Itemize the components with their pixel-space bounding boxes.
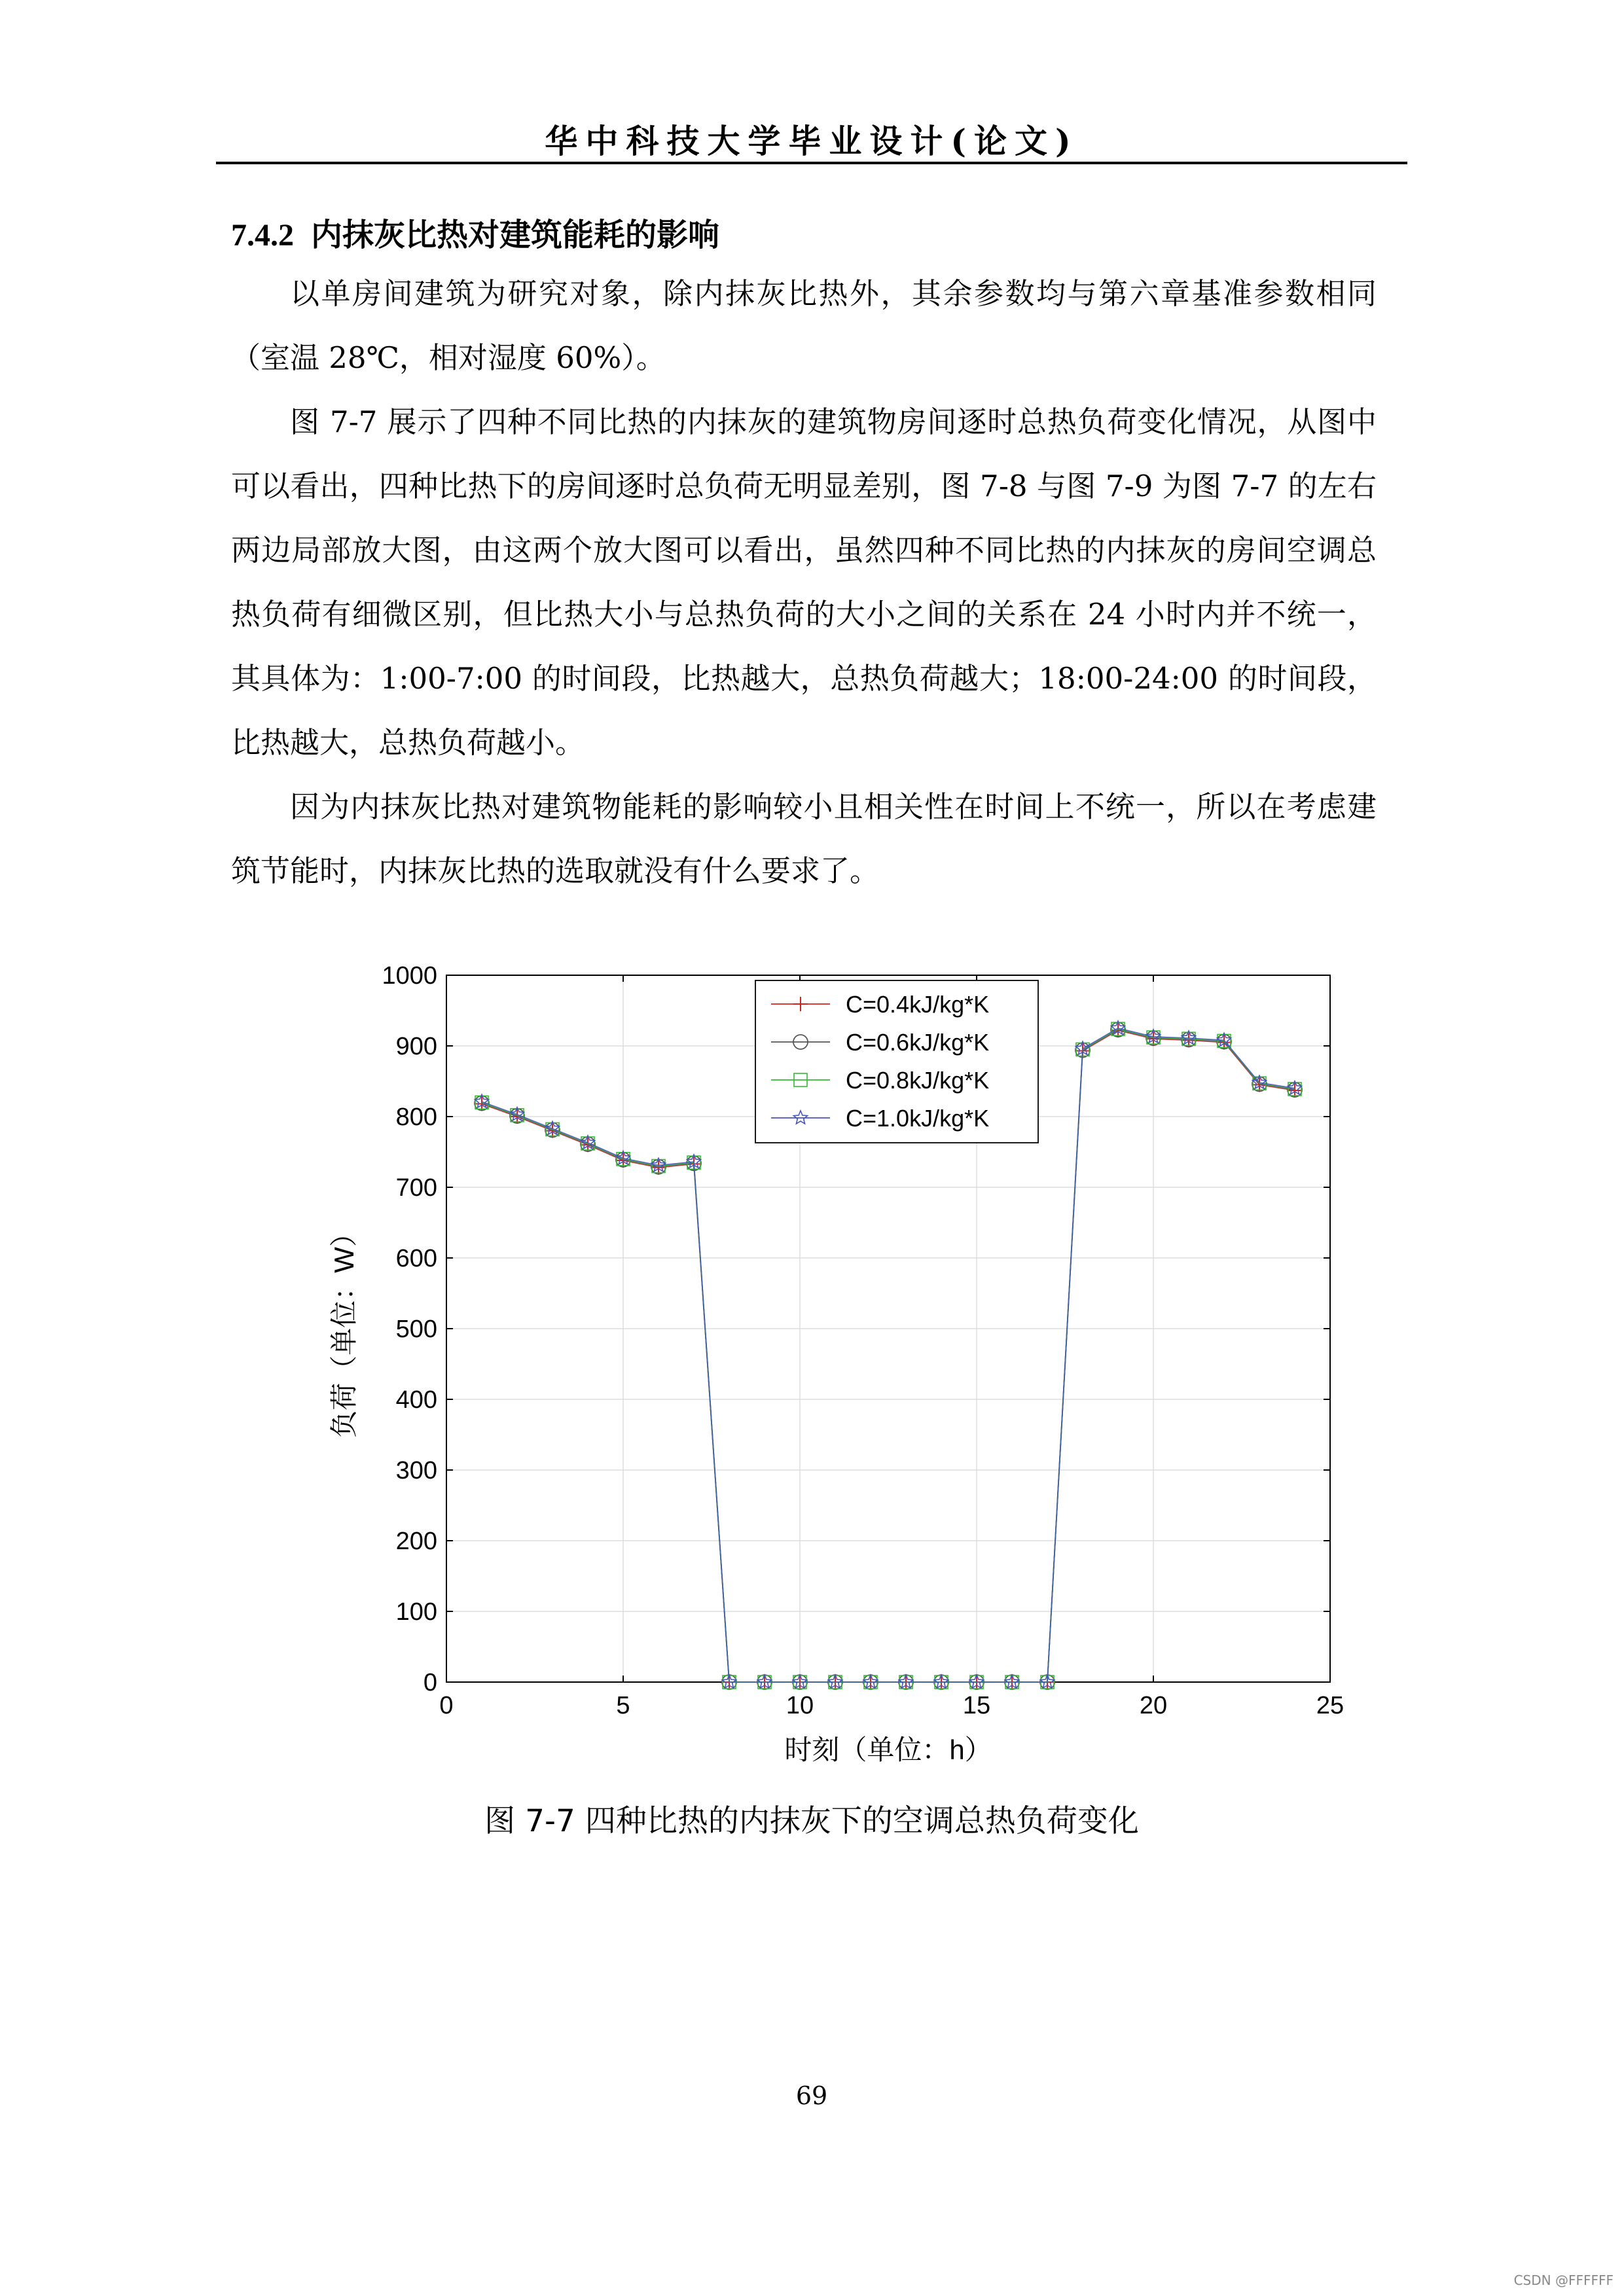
paragraph-3: 因为内抹灰比热对建筑物能耗的影响较小且相关性在时间上不统一，所以在考虑建筑节能时，内抹灰比热的选取就没有什么要求了。 [231, 789, 1377, 888]
watermark: CSDN @FFFFFF [1513, 2272, 1614, 2288]
y-tick-label: 1000 [382, 962, 437, 990]
paragraph-2: 图 7-7 展示了四种不同比热的内抹灰的建筑物房间逐时总热负荷变化情况，从图中可以看出，四种比热下的房间逐时总负荷无明显差别，图 7-8 与图 7-9 为图 7-7 的左右两边局部放大图，由这两个放大图可以看出，虽然四种不同比热的内抹灰的房间空调总热负荷有细微区别，但比热大小与总热负荷的大小之间的关系在 24 小时内并不统一，其具体为：1:00-7:00 的时间段，比热越大，总热负荷越大；18:00-24:00 的时间段，比热越大，总热负荷越小。 [231, 404, 1377, 760]
x-tick-label: 25 [1316, 1692, 1344, 1719]
figure-caption: 图 7-7 四种比热的内抹灰下的空调总热负荷变化 [484, 1803, 1139, 1839]
x-tick-label: 10 [785, 1692, 814, 1719]
header-rule [216, 162, 1407, 164]
y-axis-label: 负荷（单位：W） [329, 1219, 359, 1438]
y-tick-label: 700 [395, 1174, 437, 1202]
y-tick-label: 400 [395, 1386, 437, 1414]
y-tick-label: 600 [395, 1245, 437, 1272]
x-tick-label: 0 [439, 1692, 454, 1719]
legend-label: C=1.0kJ/kg*K [846, 1105, 990, 1132]
page-number: 69 [795, 2081, 828, 2110]
x-axis-label: 时刻（单位：h） [784, 1734, 992, 1765]
x-tick-label: 5 [616, 1692, 630, 1719]
y-tick-label: 0 [423, 1669, 437, 1696]
section-number: 7.4.2 [231, 218, 294, 253]
body-text [231, 262, 1377, 903]
y-tick-label: 900 [395, 1033, 437, 1060]
legend-label: C=0.8kJ/kg*K [846, 1067, 990, 1094]
section-title: 内抹灰比热对建筑能耗的影响 [311, 217, 720, 253]
figure-7-7 [301, 942, 1375, 1780]
y-tick-label: 800 [395, 1103, 437, 1131]
legend-label: C=0.6kJ/kg*K [846, 1029, 990, 1056]
y-tick-label: 100 [395, 1598, 437, 1626]
y-tick-label: 300 [395, 1457, 437, 1484]
y-tick-label: 200 [395, 1528, 437, 1555]
x-tick-label: 15 [962, 1692, 991, 1719]
page-header-title: 华中科技大学毕业设计(论文) [545, 122, 1079, 160]
legend-label: C=0.4kJ/kg*K [846, 991, 990, 1018]
paragraph-1: 以单房间建筑为研究对象，除内抹灰比热外，其余参数均与第六章基准参数相同（室温 28℃，相对湿度 60%）。 [231, 276, 1377, 375]
y-tick-label: 500 [395, 1316, 437, 1343]
load-chart [301, 942, 1375, 1780]
section-heading [231, 209, 719, 255]
x-tick-label: 20 [1139, 1692, 1168, 1719]
